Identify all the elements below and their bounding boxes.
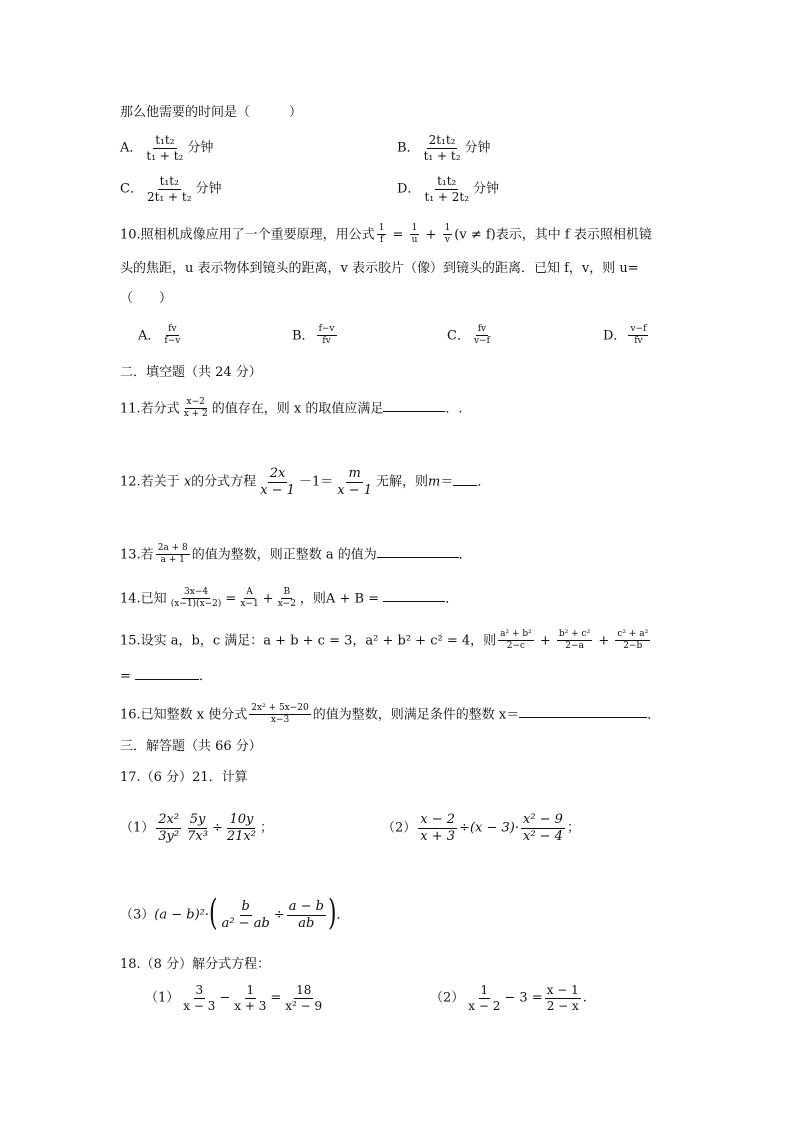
punct: ； [566,820,580,836]
denominator: x + 2 [183,409,208,420]
part-label: （2） [430,990,465,1006]
fraction [181,984,217,1012]
numerator: c² + a² [615,630,650,641]
numerator: b² + c² [557,630,592,641]
option-label: A． [120,140,143,156]
denominator: fv [634,336,643,347]
q17-part2 [382,813,580,843]
unit: 分钟 [473,181,500,197]
fraction [472,325,492,347]
fraction [466,984,502,1012]
q16 [120,704,660,726]
denominator: v−f [473,336,490,347]
numerator: 2t₁t₂ [428,133,456,147]
fraction [225,813,258,843]
q18-part2 [430,984,587,1012]
right-paren: ) [327,894,337,935]
numerator: 18 [296,983,312,997]
fraction [185,813,210,843]
denominator: 2 − x [546,998,579,1013]
answer-blank[interactable] [383,400,445,412]
q15-text: ． [199,669,213,684]
denominator: t₁ + t₂ [423,148,461,163]
answer-blank[interactable] [383,590,445,602]
q10-option-d [603,325,650,347]
q9-option-c [120,175,222,203]
fraction [422,175,471,203]
q12-text: ． [477,474,491,490]
fraction [169,588,224,610]
denominator: 21x² [226,828,256,844]
numerator: 3 [195,983,204,997]
denominator: t₁ + 2t₂ [424,189,470,204]
numerator: B [281,588,292,599]
numerator: f−v [317,325,337,336]
q10-option-c [447,325,494,347]
fraction [557,630,592,652]
q13 [120,544,472,566]
q11-text: 的值存在，则 x 的取值应满足 [211,401,384,417]
section-heading-solutions: 三．解答题（共 66 分） [120,739,262,754]
q10-line2: 头的焦距，u 表示物体到镜头的距离，v 表示胶片（像）到镜头的距离．已知 f，v，则 u= [120,261,639,276]
denominator: 2−c [506,641,526,652]
q11 [120,398,463,420]
numerator: A [244,588,255,599]
q14 [120,588,458,610]
fraction [232,984,268,1012]
denominator: a + 1 [160,555,185,566]
fraction [615,630,650,652]
punct: ； [259,820,273,836]
variable: x [183,474,192,490]
numerator: 1 [480,983,489,997]
denominator: x − 3 [183,998,216,1013]
numerator: 1 [246,983,255,997]
answer-blank[interactable] [453,474,477,486]
q16-text: 的值为整数，则满足条件的整数 x＝ [312,707,520,723]
q15-line2 [120,668,212,683]
q17-title: 17.（6 分）21．计算 [120,770,248,785]
denominator: a² − ab [221,915,270,931]
numerator: x − 1 [546,983,579,997]
q12-text: 的分式方程 [191,474,257,490]
fraction: $\frac{1}{f}$ [378,223,385,246]
fraction [283,984,324,1012]
denominator: (x−1)(x−2) [170,599,222,610]
fraction: $\frac{1}{u}$ [411,223,418,246]
option-label: C． [447,328,470,344]
unit: 分钟 [187,140,214,156]
answer-blank[interactable] [135,668,199,680]
q14-text: + [262,591,274,607]
numerator: t₁t₂ [159,174,179,188]
expression: ÷(x − 3)· [459,820,519,836]
fraction [144,134,185,162]
q18-part1 [145,984,326,1012]
fraction [156,813,181,843]
left-paren: ( [209,894,218,935]
q9-option-a [120,134,213,162]
operator: ÷ [211,820,223,836]
numerator: 10y [229,812,254,827]
numerator: fv [476,325,488,336]
fraction [498,630,534,652]
q17-part1 [120,813,273,843]
option-label: D． [397,181,421,197]
option-label: C． [120,181,143,197]
fraction [220,900,272,930]
fraction [418,813,457,843]
q9-stem: 那么他需要的时间是（ ） [120,105,303,120]
denominator: x² − 4 [522,828,563,844]
q11-text: ．. [445,401,463,417]
q16-text: 16.已知整数 x 使分式 [120,707,248,723]
numerator: 5y [189,812,206,827]
fraction [162,325,182,347]
fraction [317,325,337,347]
denominator: fv [322,336,331,347]
numerator: x − 2 [420,812,456,827]
variable: m [428,474,441,490]
q15: 15.设实 a，b，c 满足：a + b + c = 3，a² + b² + c² = 4，则 $\frac{\text{a² + b²}}{2-c}$ + $\frac{\text{b² + c²}}{2-a}$ + $\frac{\text{c² + a²}}{2-b}$ [120,629,649,652]
q14-text: ，则A + B = [299,591,380,607]
q10-text: 10.照相机成像应用了一个重要原理，用公式 [120,227,375,243]
punct: ． [336,907,350,923]
numerator: 3x−4 [182,588,210,599]
denominator: x−2 [277,599,296,610]
fraction [521,813,565,843]
denominator: x + 3 [420,828,456,844]
q12-text: 无解，则 [376,474,429,490]
numerator: x−2 [185,398,207,409]
fraction [545,984,581,1012]
option-label: B． [292,328,315,344]
fraction [276,588,298,610]
denominator: x−3 [270,715,290,726]
denominator: t₁ + t₂ [146,148,184,163]
operator: − [219,990,231,1006]
denominator: x² − 9 [285,998,323,1013]
denominator: ab [298,915,315,931]
part-label: （3） [120,907,155,923]
fraction [258,467,297,497]
denominator: f−v [164,336,181,347]
q13-text: ． [458,547,472,563]
fraction [145,175,194,203]
part-label: （1） [145,990,180,1006]
numerator: v−f [628,325,648,336]
option-label: B． [397,140,420,156]
answer-blank[interactable] [377,546,459,558]
fraction [335,467,374,497]
q10-line3: （ ） [120,291,173,306]
fraction [422,134,463,162]
unit: 分钟 [464,140,491,156]
denominator: x − 2 [468,998,501,1013]
denominator: x + 3 [234,998,267,1013]
operator: = [270,990,282,1006]
numerator: fv [166,325,178,336]
fraction: $\frac{1}{v}$ [444,223,451,246]
denominator: 2t₁ + t₂ [146,189,192,204]
q10-option-a [138,325,184,347]
fraction [287,900,326,930]
q13-text: 13.若 [120,547,154,563]
part-label: （1） [120,820,155,836]
fraction [249,704,310,726]
q18-title: 18.（8 分）解分式方程： [120,957,271,972]
numerator: t₁t₂ [155,133,175,147]
q9-option-b [397,134,491,162]
denominator: x − 1 [260,482,295,498]
q12 [120,467,490,497]
unit: 分钟 [195,181,222,197]
numerator: a² + b² [498,630,534,641]
q12-text: 12.若关于 [120,474,180,490]
q14-text: ． [445,591,459,607]
numerator: 2x [269,466,286,481]
numerator: t₁t₂ [437,174,457,188]
q14-text: = [225,591,237,607]
denominator: 3y² [158,828,180,844]
q10-line1: 10.照相机成像应用了一个重要原理，用公式 $\frac{1}{f}$ = $\frac{1}{u}$ + $\frac{1}{v}$ (v ≠ f)表示，其中 f 表示照相机镜 [120,223,652,246]
numerator: 2x² [158,812,180,827]
expression: (a − b)²· [154,907,209,923]
denominator: x − 1 [337,482,372,498]
q11-text: 11.若分式 [120,401,180,417]
denominator: 7x³ [187,828,208,844]
q14-text: 14.已知 [120,591,167,607]
q10-text: (v ≠ f)表示，其中 f 表示照相机镜 [454,227,652,243]
q15-text: 15.设实 a，b，c 满足：a + b + c = 3，a² + b² + c² = 4，则 [120,633,497,649]
fraction [182,398,210,420]
expression: − 3 = [504,990,543,1006]
numerator: m [348,466,361,481]
q17-part3 [120,894,350,935]
q15-text: = [120,669,131,684]
q16-text: ． [647,707,661,723]
numerator: 2x² + 5x−20 [249,704,310,715]
answer-blank[interactable] [519,706,647,718]
option-label: A． [138,328,161,344]
operator: ÷ [273,907,285,923]
option-label: D． [603,328,627,344]
q12-text: ＝ [440,474,454,490]
fraction [628,325,648,347]
q9-option-d [397,175,499,203]
section-heading-fill-in: 二．填空题（共 24 分） [120,365,262,380]
punct: . [582,990,587,1006]
denominator: 2−a [565,641,584,652]
numerator: a − b [288,899,324,914]
numerator: x² − 9 [522,812,563,827]
denominator: x−1 [240,599,259,610]
q10-option-b [292,325,339,347]
part-label: （2） [382,820,417,836]
denominator: 2−b [623,641,643,652]
q13-text: 的值为整数，则正整数 a 的值为 [191,547,377,563]
fraction [156,544,190,566]
fraction [238,588,260,610]
q12-text: －1＝ [298,474,334,490]
numerator: b [241,899,250,914]
numerator: 2a + 8 [156,544,190,555]
